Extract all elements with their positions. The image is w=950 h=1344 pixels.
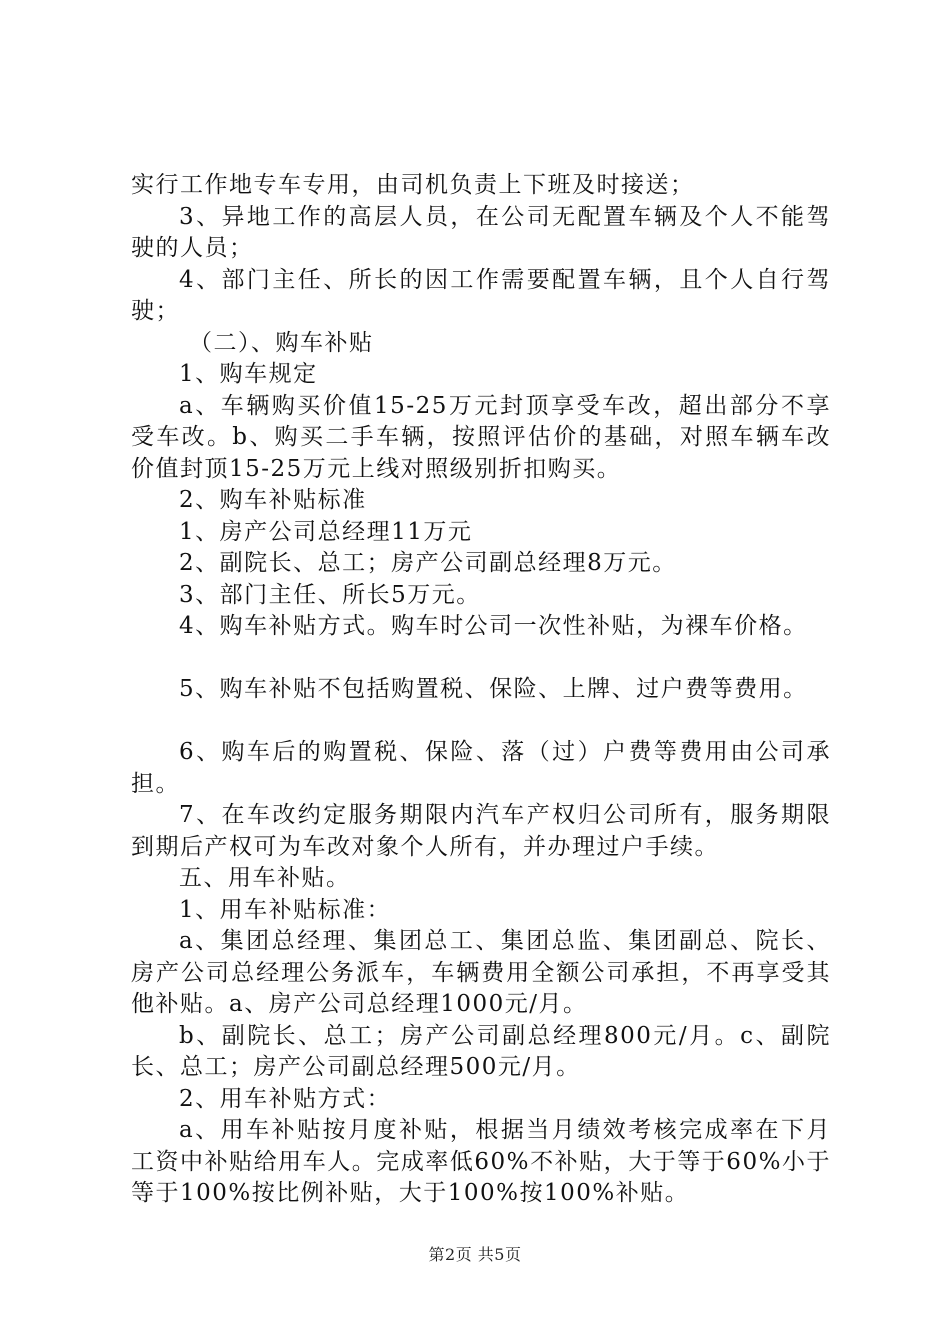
paragraph-item-4: 4、部门主任、所长的因工作需要配置车辆，且个人自行驾驶； <box>131 266 831 324</box>
paragraph-post-purchase-fees: 6、购车后的购置税、保险、落（过）户费等费用由公司承担。 <box>131 739 831 797</box>
paragraph-subsidy-standard-heading: 2、购车补贴标准 <box>179 487 367 513</box>
paragraph-usage-standard-a: a、集团总经理、集团总工、集团总监、集团副总、院长、房产公司总经理公务派车，车辆费用全额公司承担，不再享受其他补贴。a、房产公司总经理1000元/月。 <box>131 928 831 1017</box>
section-heading-purchase-subsidy: （二）、购车补贴 <box>189 329 374 356</box>
paragraph-usage-standard-b: b、副院长、总工；房产公司副总经理800元/月。c、副院长、总工；房产公司副总经理500元/月。 <box>131 1022 831 1080</box>
page-number-footer: 第2页 共5页 <box>428 1245 522 1264</box>
paragraph-purchase-rules: a、车辆购买价值15-25万元封顶享受车改，超出部分不享受车改。b、购买二手车辆，按照评估价的基础，对照车辆车改价值封顶15-25万元上线对照级别折扣购买。 <box>131 392 831 482</box>
paragraph-usage-standard-heading: 1、用车补贴标准： <box>179 896 392 923</box>
paragraph-usage-method-heading: 2、用车补贴方式： <box>179 1085 392 1112</box>
paragraph-subsidy-method: 4、购车补贴方式。购车时公司一次性补贴，为裸车价格。 <box>179 613 808 639</box>
paragraph-standard-3: 3、部门主任、所长5万元。 <box>179 581 481 608</box>
paragraph-standard-2: 2、副院长、总工；房产公司副总经理8万元。 <box>179 550 677 576</box>
paragraph-ownership: 7、在车改约定服务期限内汽车产权归公司所有，服务期限到期后产权可为车改对象个人所有，并办理过户手续。 <box>131 802 831 860</box>
document-body <box>131 170 831 1210</box>
paragraph-standard-1: 1、房产公司总经理11万元 <box>179 518 473 545</box>
section-heading-usage-subsidy: 五、用车补贴。 <box>179 865 351 891</box>
paragraph-usage-method: a、用车补贴按月度补贴，根据当月绩效考核完成率在下月工资中补贴给用车人。完成率低60%不补贴，大于等于60%小于等于100%按比例补贴，大于100%按100%补贴。 <box>131 1117 831 1206</box>
paragraph-purchase-rules-heading: 1、购车规定 <box>179 361 318 387</box>
paragraph-item-3: 3、异地工作的高层人员，在公司无配置车辆及个人不能驾驶的人员； <box>131 203 831 261</box>
paragraph-subsidy-exclusions: 5、购车补贴不包括购置税、保险、上牌、过户费等费用。 <box>179 676 808 702</box>
paragraph-continuation: 实行工作地专车专用，由司机负责上下班及时接送； <box>131 172 695 198</box>
